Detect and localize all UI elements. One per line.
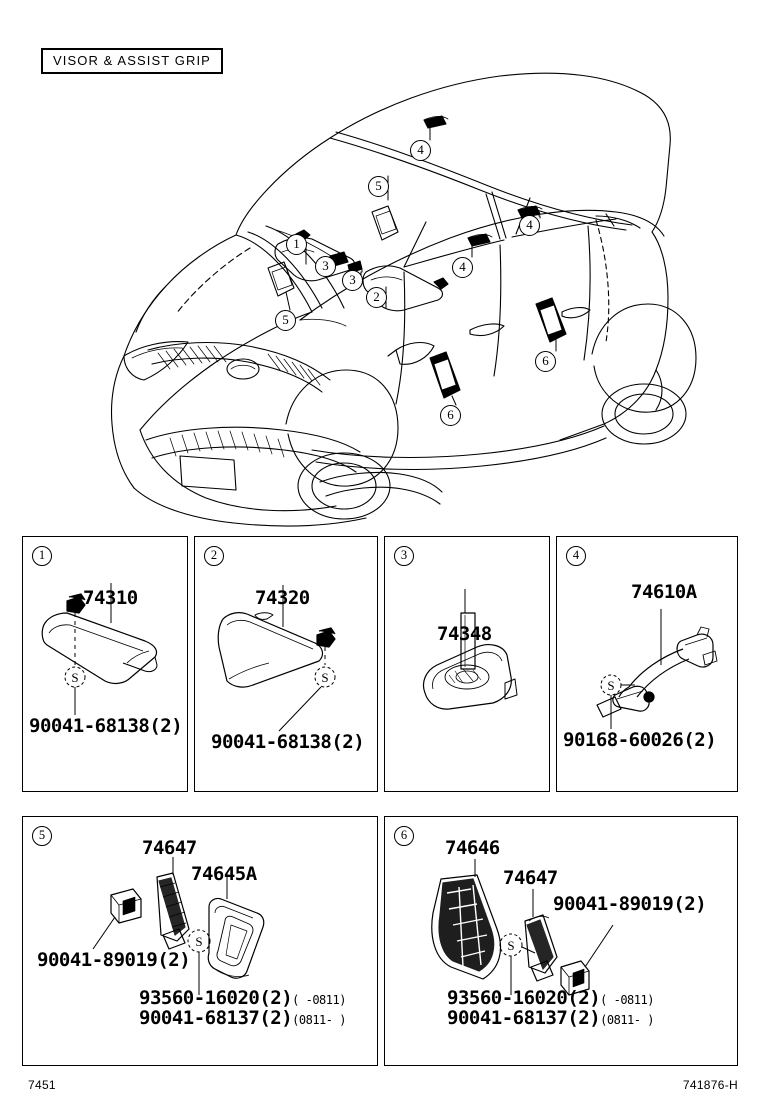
part-number-74610A: 74610A: [631, 581, 697, 603]
svg-text:S: S: [607, 678, 615, 693]
part-number-74348: 74348: [437, 623, 492, 645]
panel-number-1: 1: [32, 546, 52, 566]
part-number-74310: 74310: [83, 587, 138, 609]
detail-panel-2: [194, 536, 378, 792]
part-number-74647: 74647: [142, 837, 197, 859]
callout-6-c-pillar: 6: [440, 405, 461, 426]
callout-1: 1: [286, 234, 307, 255]
detail-panel-1: [22, 536, 188, 792]
svg-text:S: S: [321, 670, 329, 685]
detail-panel-6: [384, 816, 738, 1066]
part-number-74645A: 74645A: [191, 863, 257, 885]
part-number-90168-60026: 90168-60026(2): [563, 729, 717, 751]
svg-text:S: S: [195, 934, 203, 949]
footer-page-code: 7451: [28, 1078, 56, 1092]
vehicle-illustration: [0, 20, 760, 530]
date-range-late: (0811- ): [292, 1013, 346, 1027]
part-number-74320: 74320: [255, 587, 310, 609]
part-number-90041-89019: 90041-89019(2): [37, 949, 191, 971]
part-number-74646: 74646: [445, 837, 500, 859]
detail-panel-grid: [22, 536, 738, 1066]
callout-5-roof: 5: [368, 176, 389, 197]
part-number-90041-68137: 90041-68137(2)(0811- ): [447, 1007, 654, 1029]
part-number-90041-68137: 90041-68137(2)(0811- ): [139, 1007, 346, 1029]
panel-number-3: 3: [394, 546, 414, 566]
part-number-90041-68138: 90041-68138(2): [211, 731, 365, 753]
callout-4-front: 4: [452, 257, 473, 278]
svg-text:S: S: [71, 670, 79, 685]
panel-number-5: 5: [32, 826, 52, 846]
footer-diagram-code: 741876-H: [682, 1078, 738, 1092]
callout-6-b-pillar: 6: [535, 351, 556, 372]
callout-3-left: 3: [315, 256, 336, 277]
panel-number-6: 6: [394, 826, 414, 846]
callout-2: 2: [366, 287, 387, 308]
detail-panel-4: [556, 536, 738, 792]
part-number-93560-16020: 93560-16020(2)( -0811): [447, 987, 654, 1009]
date-range-early: ( -0811): [600, 993, 654, 1007]
part-number-93560-16020: 93560-16020(2)( -0811): [139, 987, 346, 1009]
detail-panel-5: [22, 816, 378, 1066]
callout-4-right: 4: [519, 215, 540, 236]
diagram-title: VISOR & ASSIST GRIP: [41, 48, 223, 74]
part-number-90041-68138: 90041-68138(2): [29, 715, 183, 737]
date-range-late: (0811- ): [600, 1013, 654, 1027]
panel-number-4: 4: [566, 546, 586, 566]
date-range-early: ( -0811): [292, 993, 346, 1007]
detail-panel-3: [384, 536, 550, 792]
callout-4-rear: 4: [410, 140, 431, 161]
part-number-74647: 74647: [503, 867, 558, 889]
svg-text:S: S: [507, 938, 515, 953]
callout-3-right: 3: [342, 270, 363, 291]
part-number-90041-89019: 90041-89019(2): [553, 893, 707, 915]
panel-number-2: 2: [204, 546, 224, 566]
callout-5-pillar: 5: [275, 310, 296, 331]
